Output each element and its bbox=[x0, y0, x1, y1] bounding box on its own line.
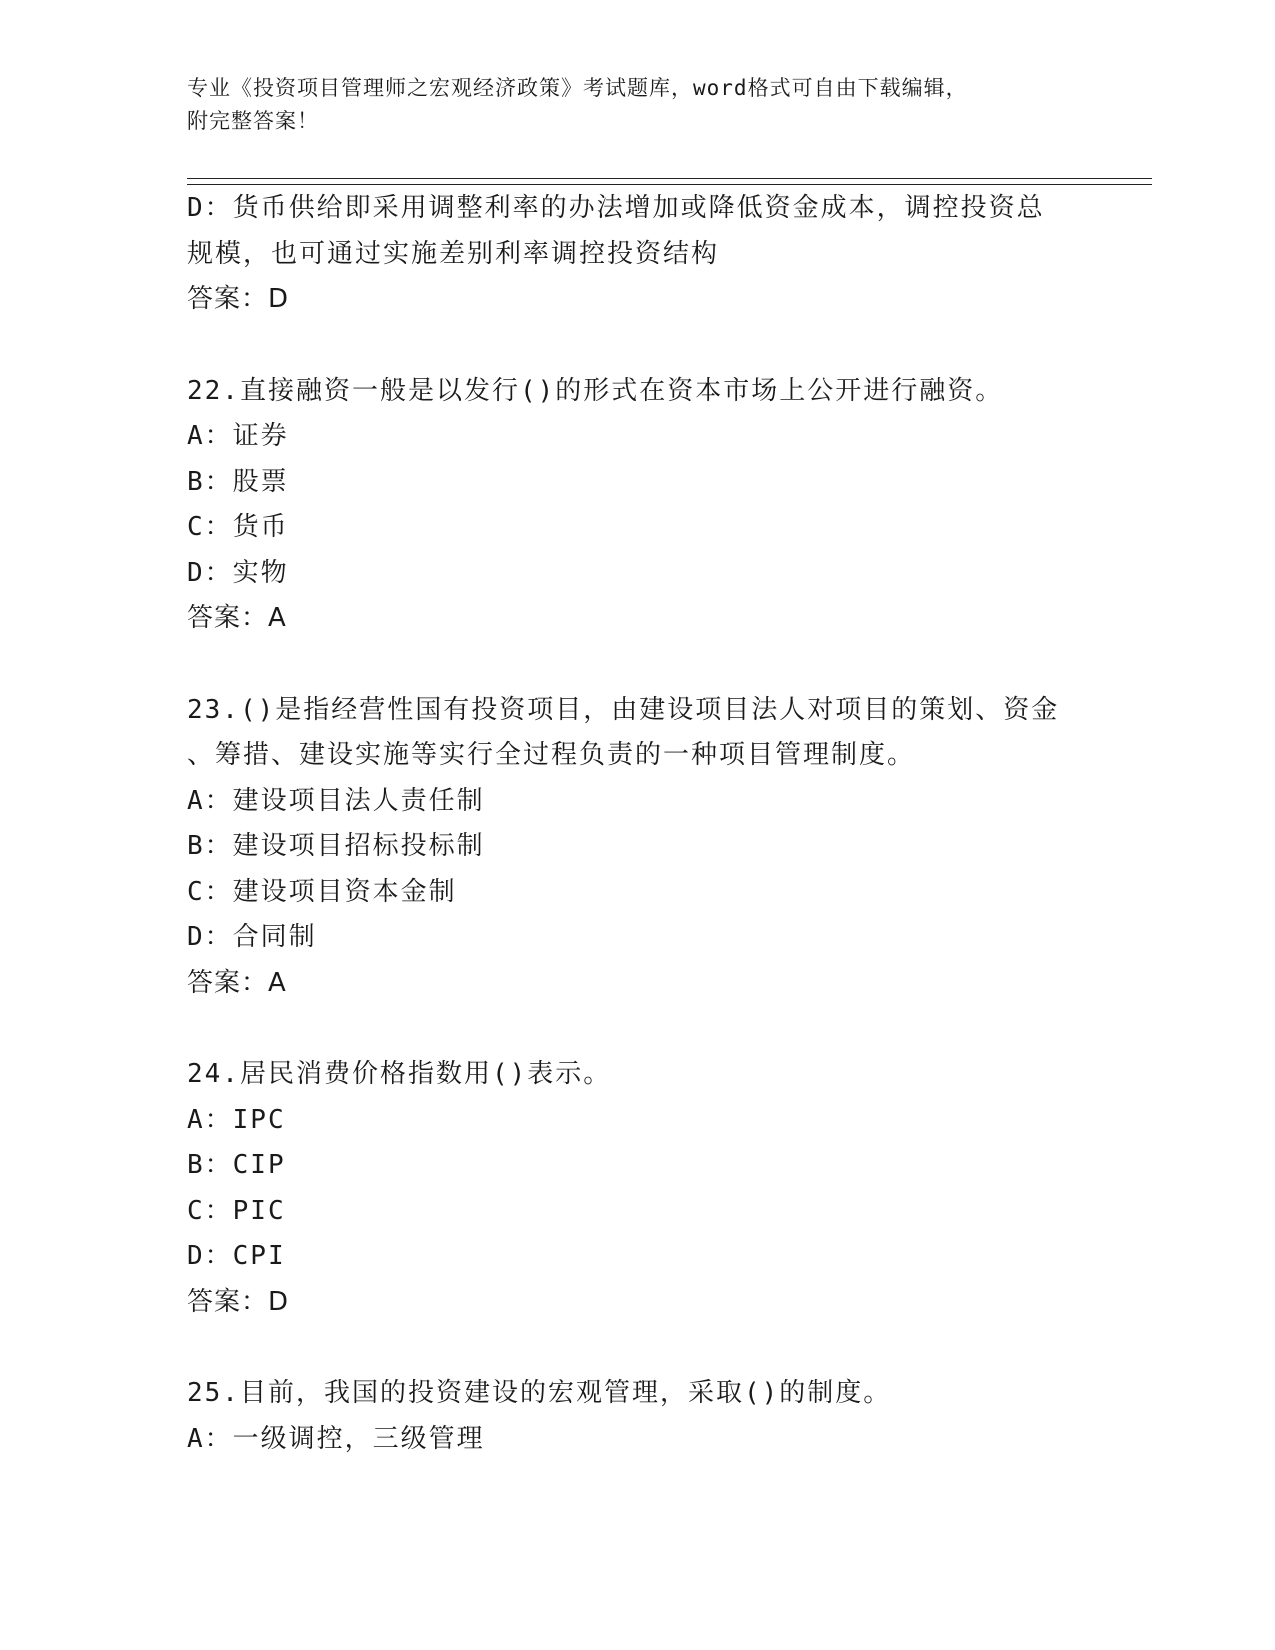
header-rule-bottom bbox=[187, 184, 1152, 185]
spacer bbox=[187, 1325, 1087, 1371]
question-stem-line-2: 、筹措、建设实施等实行全过程负责的一种项目管理制度。 bbox=[187, 740, 916, 770]
option-a: A：证券 bbox=[187, 421, 289, 451]
option-a: A：IPC bbox=[187, 1104, 286, 1135]
header-line-1: 专业《投资项目管理师之宏观经济政策》考试题库，word格式可自由下载编辑， bbox=[187, 76, 968, 100]
answer: 答案：D bbox=[187, 1286, 290, 1317]
option-b: B：建设项目招标投标制 bbox=[187, 831, 485, 861]
question-21-tail bbox=[187, 186, 1087, 323]
option-c: C：建设项目资本金制 bbox=[187, 876, 457, 907]
question-stem-line-1: 23.()是指经营性国有投资项目，由建设项目法人对项目的策划、资金 bbox=[187, 694, 1060, 725]
option-d: D：合同制 bbox=[187, 922, 317, 952]
question-stem: 25.目前，我国的投资建设的宏观管理，采取()的制度。 bbox=[187, 1378, 892, 1408]
spacer bbox=[187, 323, 1087, 369]
spacer bbox=[187, 642, 1087, 688]
question-25 bbox=[187, 1371, 1087, 1462]
option-d: D：CPI bbox=[187, 1241, 286, 1271]
page-header bbox=[187, 72, 1087, 138]
answer: 答案：D bbox=[187, 284, 290, 314]
header-rule-top bbox=[187, 178, 1152, 179]
option-a: A：建设项目法人责任制 bbox=[187, 785, 485, 816]
question-stem: 24.居民消费价格指数用()表示。 bbox=[187, 1059, 612, 1089]
question-list bbox=[187, 186, 1087, 1462]
question-22 bbox=[187, 369, 1087, 642]
question-24 bbox=[187, 1052, 1087, 1325]
option-a: A：一级调控，三级管理 bbox=[187, 1423, 485, 1454]
option-b: B：股票 bbox=[187, 466, 289, 497]
option-d: D：实物 bbox=[187, 557, 289, 588]
answer: 答案：A bbox=[187, 603, 287, 633]
spacer bbox=[187, 1006, 1087, 1052]
answer: 答案：A bbox=[187, 967, 287, 998]
header-line-2: 附完整答案！ bbox=[187, 109, 319, 133]
option-c: C：货币 bbox=[187, 512, 289, 542]
option-b: B：CIP bbox=[187, 1150, 286, 1180]
option-d-line-2: 规模，也可通过实施差别利率调控投资结构 bbox=[187, 238, 720, 269]
question-stem: 22.直接融资一般是以发行()的形式在资本市场上公开进行融资。 bbox=[187, 375, 1004, 406]
option-c: C：PIC bbox=[187, 1195, 286, 1226]
option-d-line-1: D：货币供给即采用调整利率的办法增加或降低资金成本，调控投资总 bbox=[187, 193, 1045, 223]
question-23 bbox=[187, 688, 1087, 1007]
